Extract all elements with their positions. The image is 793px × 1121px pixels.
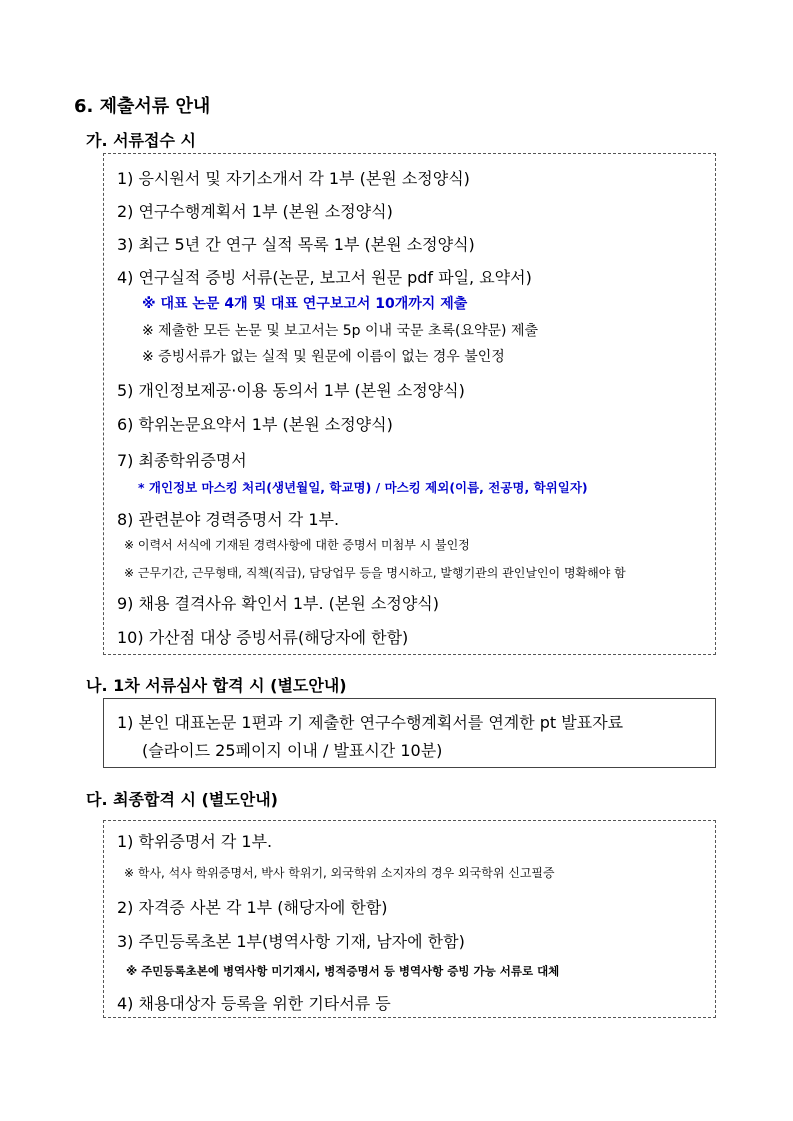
note: ※ 이력서 서식에 기재된 경력사항에 대한 증명서 미첨부 시 불인정: [124, 538, 470, 552]
section-c-box: [103, 820, 716, 1018]
list-item: 8) 관련분야 경력증명서 각 1부.: [117, 510, 340, 529]
list-item: 3) 주민등록초본 1부(병역사항 기재, 남자에 한함): [117, 932, 465, 951]
list-item: 2) 연구수행계획서 1부 (본원 소정양식): [117, 202, 393, 221]
list-item: 6) 학위논문요약서 1부 (본원 소정양식): [117, 415, 393, 434]
list-item: 4) 연구실적 증빙 서류(논문, 보고서 원문 pdf 파일, 요약서): [117, 268, 532, 287]
note: ※ 학사, 석사 학위증명서, 박사 학위기, 외국학위 소지자의 경우 외국학위 신고필증: [124, 866, 555, 880]
list-item: 7) 최종학위증명서: [117, 451, 247, 470]
list-item: 2) 자격증 사본 각 1부 (해당자에 한함): [117, 898, 388, 917]
list-item: 1) 응시원서 및 자기소개서 각 1부 (본원 소정양식): [117, 169, 470, 188]
list-item: 9) 채용 결격사유 확인서 1부. (본원 소정양식): [117, 594, 439, 613]
section-a-box: [103, 153, 716, 655]
list-item: 1) 본인 대표논문 1편과 기 제출한 연구수행계획서를 연계한 pt 발표자료: [117, 713, 624, 732]
note: ※ 증빙서류가 없는 실적 및 원문에 이름이 없는 경우 불인정: [142, 349, 505, 365]
page-title: 6. 제출서류 안내: [74, 96, 211, 117]
section-b-box: [103, 698, 716, 768]
section-b-heading: 나. 1차 서류심사 합격 시 (별도안내): [86, 676, 347, 695]
list-item: 4) 채용대상자 등록을 위한 기타서류 등: [117, 994, 391, 1013]
list-item: 3) 최근 5년 간 연구 실적 목록 1부 (본원 소정양식): [117, 235, 475, 254]
note: ※ 근무기간, 근무형태, 직책(직급), 담당업무 등을 명시하고, 발행기관의 관인날인이 명확해야 함: [124, 566, 626, 580]
list-item: 10) 가산점 대상 증빙서류(해당자에 한함): [117, 628, 409, 647]
list-item: 5) 개인정보제공·이용 동의서 1부 (본원 소정양식): [117, 381, 465, 400]
section-a-heading: 가. 서류접수 시: [86, 131, 196, 150]
note-emphasis: ※ 대표 논문 4개 및 대표 연구보고서 10개까지 제출: [142, 296, 468, 312]
list-item-continuation: (슬라이드 25페이지 이내 / 발표시간 10분): [142, 741, 443, 760]
section-c-heading: 다. 최종합격 시 (별도안내): [86, 790, 278, 809]
list-item: 1) 학위증명서 각 1부.: [117, 832, 273, 851]
note: ※ 제출한 모든 논문 및 보고서는 5p 이내 국문 초록(요약문) 제출: [142, 323, 539, 339]
note-masking: * 개인정보 마스킹 처리(생년월일, 학교명) / 마스킹 제외(이름, 전공명, 학위일자): [138, 480, 588, 495]
note-emphasis: ※ 주민등록초본에 병역사항 미기재시, 병적증명서 등 병역사항 증빙 가능 서류로 대체: [126, 964, 560, 978]
